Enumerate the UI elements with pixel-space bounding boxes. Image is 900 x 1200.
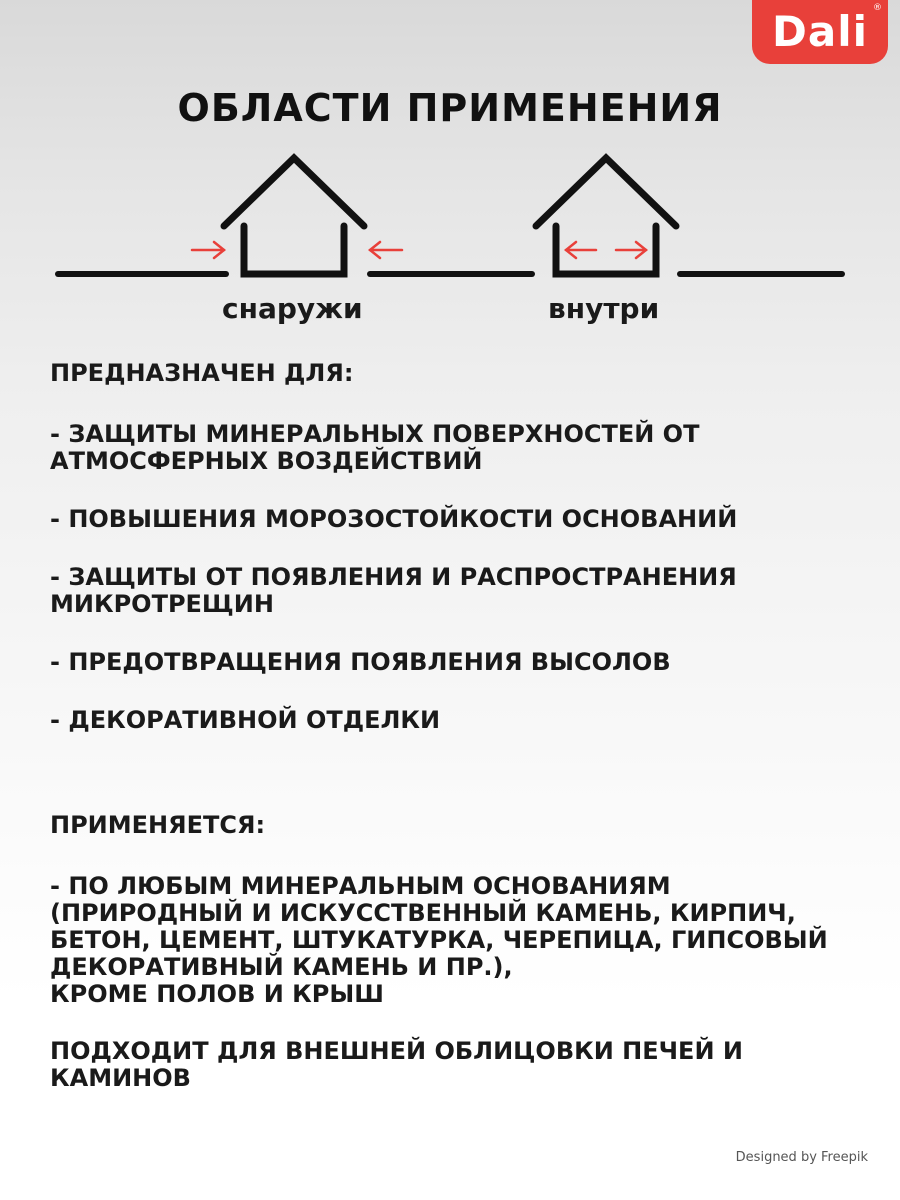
designer-credit: Designed by Freepik [735,1150,868,1165]
purpose-item-line: МИКРОТРЕЩИН [50,590,274,618]
fits-line: ПОДХОДИТ ДЛЯ ВНЕШНЕЙ ОБЛИЦОВКИ ПЕЧЕЙ И [50,1037,743,1065]
purpose-heading: ПРЕДНАЗНАЧЕН ДЛЯ: [50,359,354,387]
fits-line: КАМИНОВ [50,1064,191,1092]
arrow-outward-left-icon [566,242,596,258]
applied-line: ДЕКОРАТИВНЫЙ КАМЕНЬ И ПР.), [50,953,513,981]
applied-line: - ПО ЛЮБЫМ МИНЕРАЛЬНЫМ ОСНОВАНИЯМ [50,872,671,900]
purpose-item-line: - ЗАЩИТЫ ОТ ПОЯВЛЕНИЯ И РАСПРОСТРАНЕНИЯ [50,563,737,591]
application-diagram [0,140,900,290]
registered-mark: ® [873,3,882,13]
inside-label: внутри [548,292,660,325]
applied-heading: ПРИМЕНЯЕТСЯ: [50,811,266,839]
applied-text [50,873,880,1008]
house-outside-icon [224,158,364,274]
purpose-item [50,649,880,676]
brand-logo-text: Dali [772,7,868,56]
purpose-item [50,707,880,734]
arrow-outward-right-icon [616,242,646,258]
arrow-inward-right-icon [370,242,402,258]
fits-text [50,1038,880,1092]
house-inside-icon [536,158,676,274]
purpose-item-line: - ЗАЩИТЫ МИНЕРАЛЬНЫХ ПОВЕРХНОСТЕЙ ОТ [50,420,700,448]
applied-line: КРОМЕ ПОЛОВ И КРЫШ [50,980,384,1008]
brand-logo [752,0,888,64]
purpose-item [50,564,880,618]
applied-line: (ПРИРОДНЫЙ И ИСКУССТВЕННЫЙ КАМЕНЬ, КИРПИЧ, [50,899,796,927]
purpose-item [50,506,880,533]
applied-line: БЕТОН, ЦЕМЕНТ, ШТУКАТУРКА, ЧЕРЕПИЦА, ГИПСОВЫЙ [50,926,828,954]
purpose-item [50,421,880,475]
purpose-item-line: - ПОВЫШЕНИЯ МОРОЗОСТОЙКОСТИ ОСНОВАНИЙ [50,505,738,533]
outside-label: снаружи [222,292,363,325]
purpose-item-line: - ПРЕДОТВРАЩЕНИЯ ПОЯВЛЕНИЯ ВЫСОЛОВ [50,648,671,676]
purpose-item-line: АТМОСФЕРНЫХ ВОЗДЕЙСТВИЙ [50,447,483,475]
arrow-inward-left-icon [192,242,224,258]
content-block [50,360,880,1092]
purpose-item-line: - ДЕКОРАТИВНОЙ ОТДЕЛКИ [50,706,441,734]
page-title: ОБЛАСТИ ПРИМЕНЕНИЯ [177,86,723,130]
